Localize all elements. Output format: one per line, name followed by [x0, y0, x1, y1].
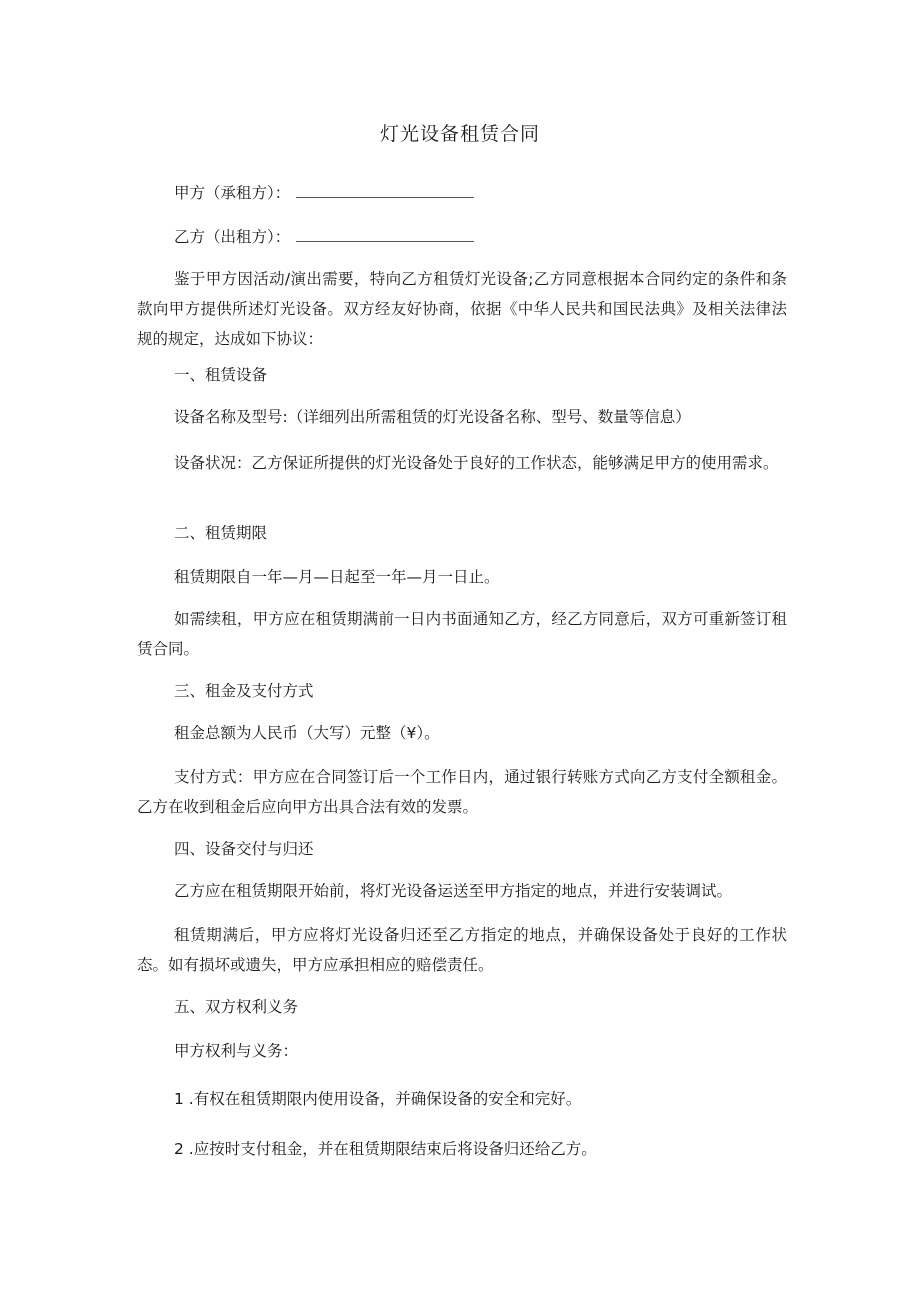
section-5-item-1: 1 .有权在租赁期限内使用设备，并确保设备的安全和完好。 — [174, 1090, 582, 1108]
section-3-paragraph-2: 支付方式：甲方应在合同签订后一个工作日内，通过银行转账方式向乙方支付全额租金。乙方在收到租金后应向甲方出具合法有效的发票。 — [137, 768, 787, 816]
party-b-label: 乙方（出租方）： — [174, 228, 291, 246]
section-3-heading: 三、租金及支付方式 — [174, 682, 314, 700]
party-a-blank — [296, 179, 474, 198]
party-b-line — [137, 222, 824, 252]
party-a-label: 甲方（承租方）： — [174, 184, 291, 202]
section-5-heading: 五、双方权利义务 — [174, 998, 299, 1016]
section-2-paragraph-2: 如需续租，甲方应在租赁期满前一日内书面通知乙方，经乙方同意后，双方可重新签订租赁合同。 — [137, 610, 787, 658]
section-2-paragraph-1: 租赁期限自一年—月—日起至一年—月一日止。 — [174, 568, 500, 586]
section-5-item-2: 2 .应按时支付租金，并在租赁期限结束后将设备归还给乙方。 — [174, 1140, 597, 1158]
section-4-paragraph-2: 租赁期满后，甲方应将灯光设备归还至乙方指定的地点，并确保设备处于良好的工作状态。如有损坏或遗失，甲方应承担相应的赔偿责任。 — [137, 926, 787, 974]
section-5-subheading: 甲方权利与义务： — [174, 1042, 299, 1060]
document-title: 灯光设备租赁合同 — [379, 123, 540, 145]
section-4-paragraph-1: 乙方应在租赁期限开始前，将灯光设备运送至甲方指定的地点，并进行安装调试。 — [174, 882, 733, 900]
section-3-paragraph-1: 租金总额为人民币（大写）元整（¥）。 — [174, 724, 440, 742]
section-1-heading: 一、租赁设备 — [174, 366, 268, 384]
section-1-paragraph-2: 设备状况：乙方保证所提供的灯光设备处于良好的工作状态，能够满足甲方的使用需求。 — [174, 454, 779, 472]
section-2-heading: 二、租赁期限 — [174, 524, 268, 542]
section-4-heading: 四、设备交付与归还 — [174, 840, 314, 858]
party-b-blank — [296, 223, 474, 242]
intro-paragraph: 鉴于甲方因活动/演出需要，特向乙方租赁灯光设备;乙方同意根据本合同约定的条件和条款向甲方提供所述灯光设备。双方经友好协商，依据《中华人民共和国民法典》及相关法律法规的规定，达成如下协议： — [137, 270, 787, 348]
section-1-paragraph-1: 设备名称及型号:（详细列出所需租赁的灯光设备名称、型号、数量等信息） — [174, 408, 691, 426]
party-a-line — [137, 178, 824, 208]
